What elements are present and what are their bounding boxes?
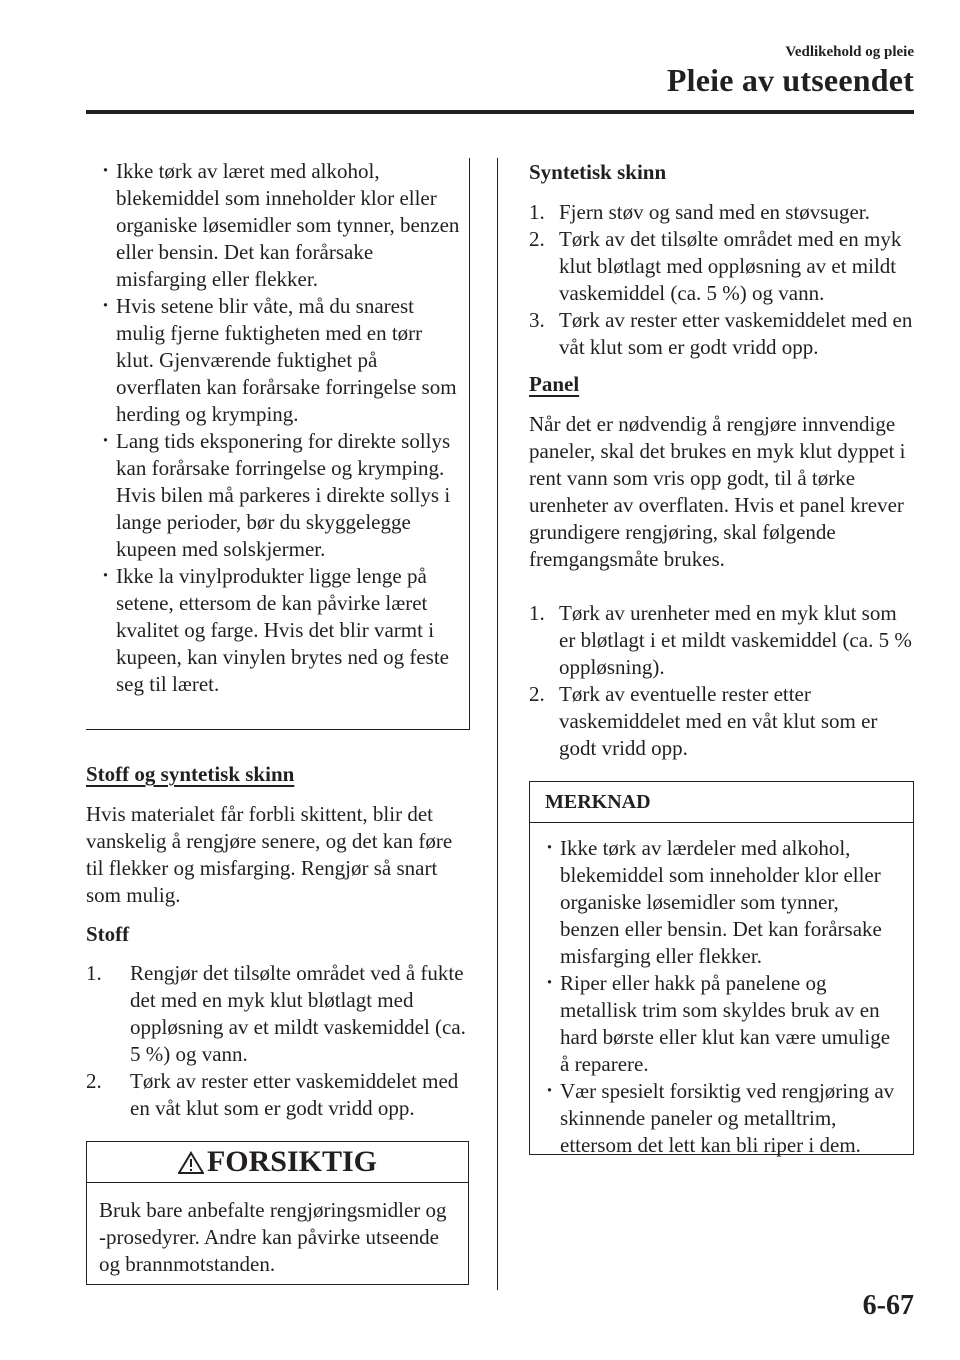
list-item: · Vær spesielt forsiktig ved rengjøring av skinnende paneler og metalltrim, ettersom det lett kan bli riper i dem. bbox=[542, 1078, 901, 1159]
step-number: 2. bbox=[529, 227, 545, 251]
synthetic-steps bbox=[529, 199, 914, 361]
list-item bbox=[529, 199, 914, 226]
step-text: Tørk av det tilsølte området med en myk klut bløtlagt med oppløsning av et mildt vaskemiddel (ca. 5 %) og vann. bbox=[559, 227, 902, 305]
list-item bbox=[529, 681, 914, 762]
step-number: 1. bbox=[529, 601, 545, 625]
stoff-steps bbox=[86, 960, 469, 1122]
note-box bbox=[529, 781, 914, 1155]
continued-warning-box bbox=[86, 158, 469, 730]
list-item: · Hvis setene blir våte, må du snarest mulig fjerne fuktigheten med en tørr klut. Gjenværende fuktighet på overflaten kan forårsake forringelse som herding og krymping. bbox=[98, 293, 460, 428]
step-text: Fjern støv og sand med en støvsuger. bbox=[559, 200, 870, 224]
step-number: 1. bbox=[529, 200, 545, 224]
list-item bbox=[86, 960, 469, 1068]
step-number: 2. bbox=[529, 682, 545, 706]
list-item: · Ikke tørk av læret med alkohol, blekemiddel som inneholder klor eller organiske løsemidler som tynner, benzen eller bensin. Det kan forårsake misfarging eller flekker. bbox=[98, 158, 460, 293]
section-label: Vedlikehold og pleie bbox=[785, 44, 914, 60]
list-item: · Lang tids eksponering for direkte sollys kan forårsake forringelse og krymping. Hvis bilen må parkeres i direkte sollys i lange perioder, bør du skyggelegge kupeen med solskjermer. bbox=[98, 428, 460, 563]
stoff-heading: Stoff bbox=[86, 922, 130, 946]
caution-header bbox=[87, 1142, 468, 1183]
warning-bullet-list bbox=[98, 158, 460, 698]
synthetic-heading: Syntetisk skinn bbox=[529, 160, 667, 184]
step-number: 1. bbox=[86, 961, 102, 985]
caution-text: Bruk bare anbefalte rengjøringsmidler og -prosedyrer. Andre kan påvirke utseende og brannmotstanden. bbox=[99, 1198, 447, 1276]
step-text: Tørk av eventuelle rester etter vaskemiddelet med en våt klut som er godt vridd opp. bbox=[559, 682, 878, 760]
step-text: Tørk av rester etter vaskemiddelet med en våt klut som er godt vridd opp. bbox=[130, 1069, 459, 1120]
list-item: · Riper eller hakk på panelene og metallisk trim som skyldes bruk av en hard børste eller klut kan være umulige å reparere. bbox=[542, 970, 901, 1078]
fabric-intro: Hvis materialet får forbli skittent, blir det vanskelig å rengjøre senere, og det kan føre til flekker og misfarging. Rengjør så snart som mulig. bbox=[86, 802, 453, 907]
page-number: 6-67 bbox=[862, 1290, 914, 1321]
list-item: · Ikke tørk av lærdeler med alkohol, blekemiddel som inneholder klor eller organiske løsemidler som tynner, benzen eller bensin. Det kan forårsake misfarging eller flekker. bbox=[542, 835, 901, 970]
step-number: 2. bbox=[86, 1069, 102, 1093]
chapter-title: Pleie av utseendet bbox=[666, 62, 914, 98]
list-item bbox=[529, 600, 914, 681]
list-item bbox=[86, 1068, 469, 1122]
fabric-heading: Stoff og syntetisk skinn bbox=[86, 762, 295, 786]
list-item bbox=[529, 226, 914, 307]
step-text: Rengjør det tilsølte området ved å fukte det med en myk klut bløtlagt med oppløsning av et mildt vaskemiddel (ca. 5 %) og vann. bbox=[130, 961, 466, 1066]
note-bullet-list bbox=[530, 823, 913, 1159]
step-number: 3. bbox=[529, 308, 545, 332]
header-rule bbox=[86, 110, 914, 114]
list-item: · Ikke la vinylprodukter ligge lenge på setene, ettersom de kan påvirke læret kvalitet og farge. Hvis det blir varmt i kupeen, kan vinylen brytes ned og feste seg til læret. bbox=[98, 563, 460, 698]
panel-intro: Når det er nødvendig å rengjøre innvendige paneler, skal det brukes en myk klut dyppet i rent vann som vris opp godt, til å tørke urenheter av overflaten. Hvis et panel krever grundigere rengjøring, skal følgende fremgangsmåte brukes. bbox=[529, 412, 906, 571]
step-text: Tørk av urenheter med en myk klut som er bløtlagt i et mildt vaskemiddel (ca. 5 % oppløsning). bbox=[559, 601, 912, 679]
caution-title: FORSIKTIG bbox=[206, 1145, 378, 1178]
column-divider bbox=[497, 158, 498, 1290]
panel-steps bbox=[529, 600, 914, 762]
list-item bbox=[529, 307, 914, 361]
step-text: Tørk av rester etter vaskemiddelet med en våt klut som er godt vridd opp. bbox=[559, 308, 913, 359]
panel-heading: Panel bbox=[529, 372, 580, 396]
warning-triangle-icon bbox=[178, 1151, 204, 1175]
caution-box bbox=[86, 1141, 469, 1285]
note-title: MERKNAD bbox=[530, 782, 913, 823]
